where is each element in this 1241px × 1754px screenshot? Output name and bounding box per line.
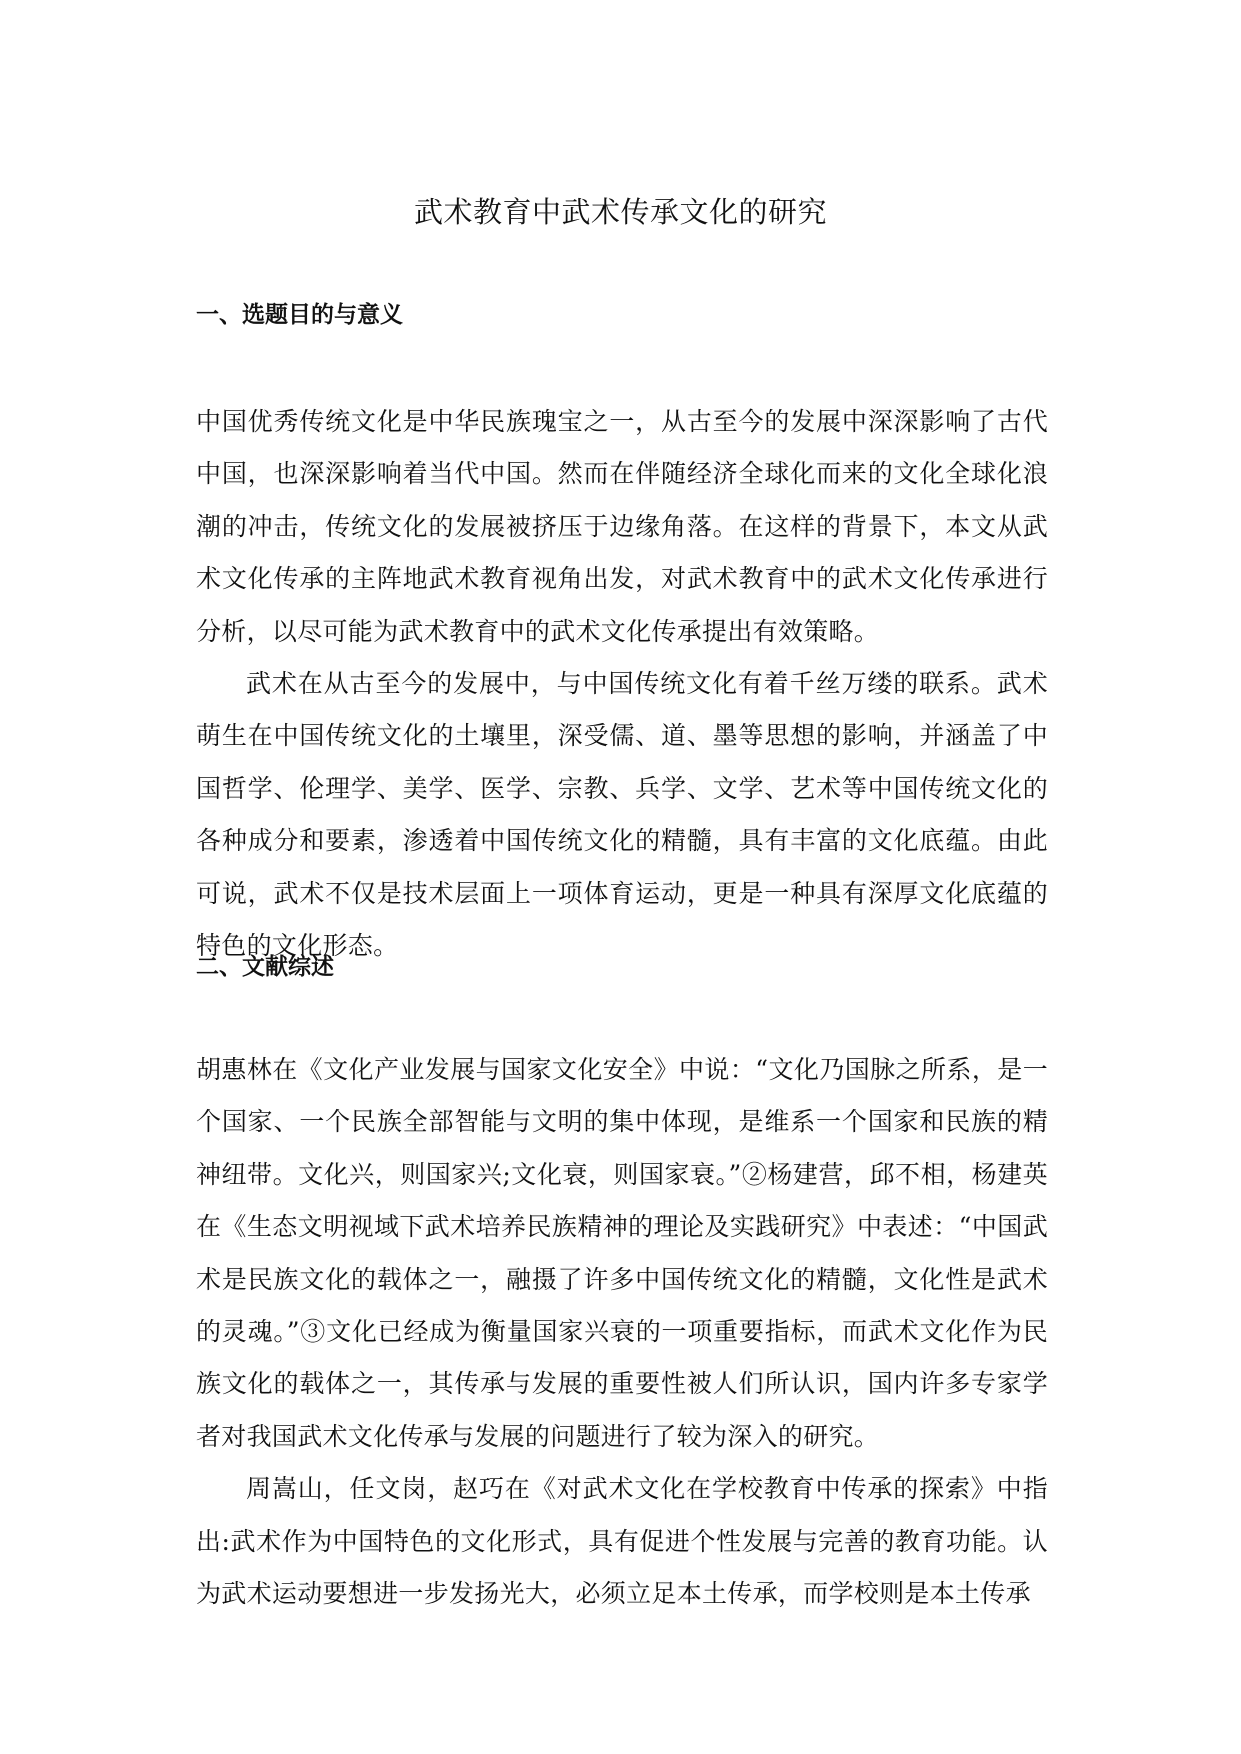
paragraph: 周嵩山，任文岗，赵巧在《对武术文化在学校教育中传承的探索》中指出:武术作为中国特色的文化形式，具有促进个性发展与完善的教育功能。认为武术运动要想进一步发扬光大，必须立足本土传承，而学校则是本土传承 — [196, 1474, 1048, 1609]
section-body-purpose — [196, 396, 1048, 972]
section-heading-purpose: 一、选题目的与意义 — [196, 302, 403, 328]
section-heading-literature-review: 二、文献综述 — [196, 954, 334, 980]
paragraph: 胡惠林在《文化产业发展与国家文化安全》中说：“文化乃国脉之所系，是一个国家、一个民族全部智能与文明的集中体现，是维系一个国家和民族的精神纽带。文化兴，则国家兴;文化衰，则国家衰。”②杨建营，邱不相，杨建英在《生态文明视域下武术培养民族精神的理论及实践研究》中表述：“中国武术是民族文化的载体之一，融摄了许多中国传统文化的精髓，文化性是武术的灵魂。”③文化已经成为衡量国家兴衰的一项重要指标，而武术文化作为民族文化的载体之一，其传承与发展的重要性被人们所认识，国内许多专家学者对我国武术文化传承与发展的问题进行了较为深入的研究。 — [196, 1055, 1048, 1451]
paragraph: 中国优秀传统文化是中华民族瑰宝之一，从古至今的发展中深深影响了古代中国，也深深影响着当代中国。然而在伴随经济全球化而来的文化全球化浪潮的冲击，传统文化的发展被挤压于边缘角落。在这样的背景下，本文从武术文化传承的主阵地武术教育视角出发，对武术教育中的武术文化传承进行分析，以尽可能为武术教育中的武术文化传承提出有效策略。 — [196, 407, 1048, 646]
section-body-literature-review — [196, 1044, 1048, 1620]
document-title: 武术教育中武术传承文化的研究 — [413, 195, 827, 229]
paragraph: 武术在从古至今的发展中，与中国传统文化有着千丝万缕的联系。武术萌生在中国传统文化的土壤里，深受儒、道、墨等思想的影响，并涵盖了中国哲学、伦理学、美学、医学、宗教、兵学、文学、艺术等中国传统文化的各种成分和要素，渗透着中国传统文化的精髓，具有丰富的文化底蕴。由此可说，武术不仅是技术层面上一项体育运动，更是一种具有深厚文化底蕴的特色的文化形态。 — [196, 669, 1048, 961]
